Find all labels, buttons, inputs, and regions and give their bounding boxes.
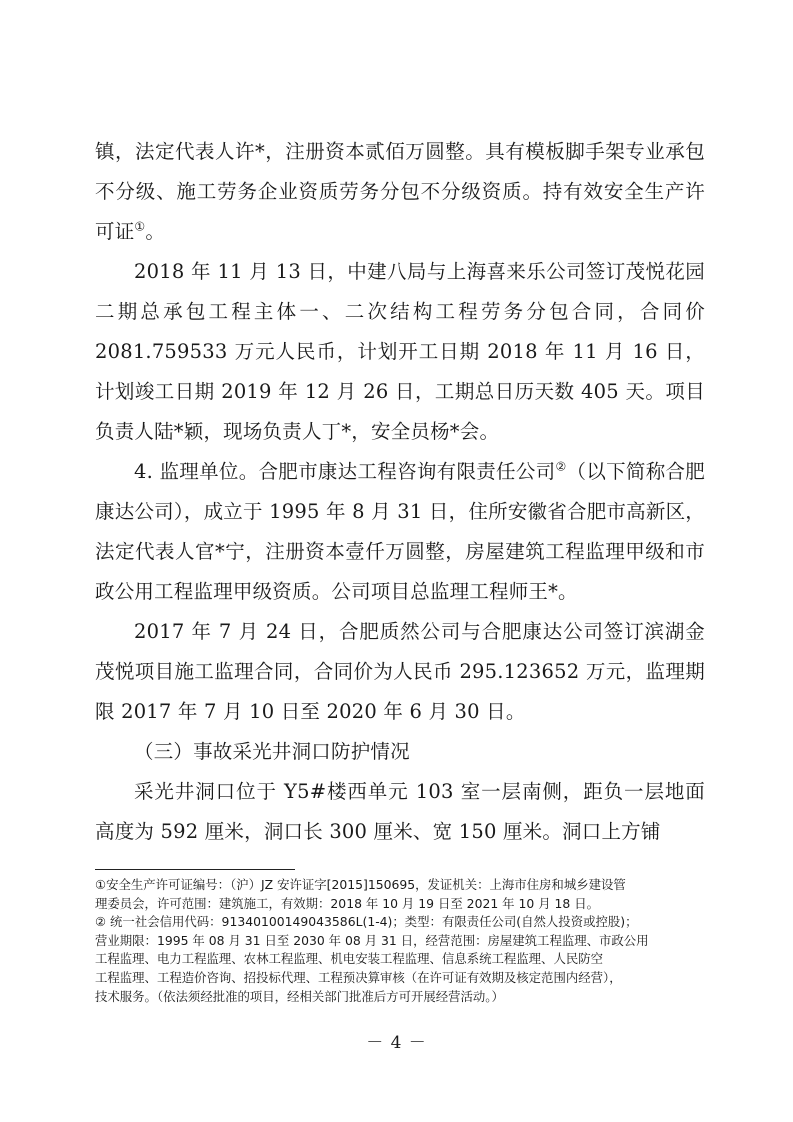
page-number: － 4 － xyxy=(366,1033,427,1053)
paragraph-6-text: 采光井洞口位于 Y5#楼西单元 103 室一层南侧，距负一层地面高度为 592 厘米，洞口长 300 厘米、宽 150 厘米。洞口上方铺 xyxy=(95,780,705,843)
paragraph-3 xyxy=(95,452,705,612)
footnote-line-5: 工程监理、电力工程监理、农林工程监理、机电安装工程监理、信息系统工程监理、人民防空 xyxy=(95,951,604,967)
footnote-marker-1: ① xyxy=(134,219,146,234)
paragraph-4 xyxy=(95,612,705,732)
paragraph-1-text: 镇，法定代表人许*，注册资本贰佰万圆整。具有模板脚手架专业承包不分级、施工劳务企业资质劳务分包不分级资质。持有效安全生产许可证 xyxy=(95,140,705,243)
paragraph-1 xyxy=(95,132,705,252)
footnote-line-6: 工程监理、工程造价咨询、招投标代理、工程预决算审核（在许可证有效期及核定范围内经营）， xyxy=(95,969,622,985)
footnote-line-3: ② 统一社会信用代码：91340100149043586L(1-4)；类型：有限责任公司(自然人投资或控股)； xyxy=(95,914,638,930)
paragraph-2 xyxy=(95,252,705,452)
paragraph-3-tail: （以下简称合肥康达公司），成立于 1995 年 8 月 31 日，住所安徽省合肥市高新区，法定代表人官*宁，注册资本壹仟万圆整，房屋建筑工程监理甲级和市政公用工程监理甲级资质。公司项目总监理工程师王*。 xyxy=(95,460,705,603)
footnote-line-1: ①安全生产许可证编号：（沪）JZ 安许证字[2015]150695，发证机关：上海市住房和城乡建设管 xyxy=(95,877,626,892)
paragraph-3-text: 4. 监理单位。合肥市康达工程咨询有限责任公司 xyxy=(134,460,556,483)
footnote-marker-2: ② xyxy=(555,459,567,474)
footnote-line-4: 营业期限：1995 年 08 月 31 日至 2030 年 08 月 31 日，经营范围：房屋建筑工程监理、市政公用 xyxy=(95,932,649,948)
footnote-line-2: 理委员会，许可范围：建筑施工，有效期：2018 年 10 月 19 日至 2021 年 10 月 18 日。 xyxy=(95,895,600,911)
paragraph-1-tail: 。 xyxy=(145,220,166,243)
footnote-divider xyxy=(95,869,295,870)
document-body xyxy=(95,132,705,852)
paragraph-4-text: 2017 年 7 月 24 日，合肥质然公司与合肥康达公司签订滨湖金茂悦项目施工监理合同，合同价为人民币 295.123652 万元，监理期限 2017 年 7 月 10 日至 2020 年 6 月 30 日。 xyxy=(95,620,705,723)
section-heading-3 xyxy=(95,732,705,772)
paragraph-2-text: 2018 年 11 月 13 日，中建八局与上海喜来乐公司签订茂悦花园二期总承包工程主体一、二次结构工程劳务分包合同，合同价 2081.759533 万元人民币，计划开工日期 2018 年 11 月 16 日，计划竣工日期 2019 年 12 月 26 日，工期总日历天数 405 天。项目负责人陆*颖，现场负责人丁*，安全员杨*会。 xyxy=(95,260,705,443)
footnote-line-7: 技术服务。（依法须经批准的项目，经相关部门批准后方可开展经营活动。） xyxy=(95,988,504,1004)
paragraph-6 xyxy=(95,772,705,852)
section-heading-3-text: （三）事故采光井洞口防护情况 xyxy=(134,740,410,763)
footnote-block xyxy=(95,876,700,1006)
